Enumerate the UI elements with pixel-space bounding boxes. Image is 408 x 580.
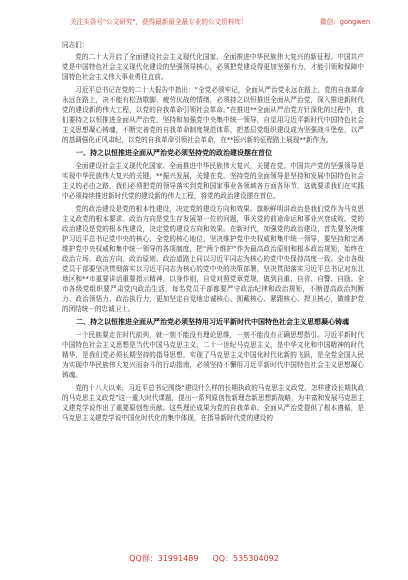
section-1-heading: 一、持之以恒推进全面从严治党必须坚持党的政治建设摆在首位 bbox=[76, 149, 272, 157]
banner-promo-text: 关注头条号"公文研究"，获得最新最全最专业的公文资料库！ bbox=[70, 18, 248, 26]
section-1-paragraph-1: 全面建设社会主义现代化国家、全面推进中华民族伟大复兴，关键在党。中国共产党的坚强领导是实现中华民族伟大复兴的关键，**振兴发展，关键在党。坚持党的全面领导是坚持和发展中国特色社会主义的必由之路，我们必须把党的领导落实到党和国家事业各领域各方面各环节，这就要求我们在实践中必须持续推进新时代党的建设新的伟大工程，将党的政治建设摆在首位。 bbox=[62, 162, 364, 200]
header-banner bbox=[70, 18, 370, 27]
banner-wechat-text: 微信：gongwen bbox=[320, 18, 370, 26]
section-1-paragraph-2: 党的政治建设是党的根本性建设，决定党的建设方向和效果。旗帜鲜明讲政治是我们党作为马克思主义政党的根本要求。政治方向是党生存发展第一位的问题，事关党的前途命运和事业兴衰成败。党的政治建设是党的根本性建设，决定党的建设方向和效果。在新时代，加强党的政治建设，首先要坚决维护习近平总书记党中央的核心、全党的核心地位，坚决维护党中央权威和集中统一领导，要坚持和完善维护党中央权威和集中统一领导的各项制度，把“两个维护”作为最高政治原则和根本政治规矩，始终在政治立场、政治方向、政治原则、政治道路上同以习近平同志为核心的党中央保持高度一致。全市各级党员干部要坚决贯彻落实以习近平同志为核心的党中央的决策部署，坚决贯彻落实习近平总书记对东北地区和**市重要讲话重要指示精神，以身作则，自觉对照党章党规，做到自重、自省、自警、自励。全市各级党组织要严肃党内政治生活，每名党员干部都要严守政治纪律和政治规矩，不断提高政治判断力、政治领悟力、政治执行力，更加坚定自觉地忠诚核心、拥戴核心、紧跟核心、捍卫核心，做维护党的团结统一的忠诚卫士。 bbox=[62, 205, 364, 313]
footer-qq-number: QQ：535304092 bbox=[212, 554, 279, 563]
section-2-heading: 二、持之以恒推进全面从严治党必须坚持用习近平新时代中国特色社会主义思想凝心铸魂 bbox=[76, 318, 349, 326]
section-2-paragraph-1: 一个民族要走在时代前列，就一刻不能没有理论思维，一刻不能没有正确思想指引。习近平新时代中国特色社会主义思想是当代中国马克思主义、二十一世纪马克思主义，是中华文化和中国精神的时代精华，是我们党必须长期坚持的指导思想，实现了马克思主义中国化时代化新的飞跃，是全党全国人民为实现中华民族伟大复兴而奋斗的行动指南，必须坚持不懈用习近平新时代中国特色社会主义思想凝心铸魂。 bbox=[62, 331, 364, 379]
intro-paragraph-2: 习近平总书记在党的二十大报告中指出：“全党必须牢记，全面从严治党永远在路上，党的自我革命永远在路上，决不能有松劲歇脚、疲劳厌战的情绪，必须持之以恒推进全面从严治党，深入推进新时代党的建设新的伟大工程，以党的自我革命引领社会革命。”在推进**全面从严治党方针深化的过程中，我们要持之以恒推进全面从严治党，坚持和加强党中央集中统一领导，自觉用习近平新时代中国特色社会主义思想凝心铸魂，不断完善党的自我革命制度规范体系，把基层党组织建设成为坚强战斗堡垒，以严的基调强化正风肃纪，以党的自我革命引领社会革命，在**振兴新的征程路上展现**新作为。 bbox=[62, 86, 364, 144]
footer-contact bbox=[0, 553, 408, 565]
section-2-paragraph-2: 党的十八大以来，习近平总书记围绕“建设什么样的长期执政的马克思主义政党、怎样建设长期执政的马克思主义政党”这一重大时代课题，提出一系列原创性新理念新思想新战略，为丰富和发展马克思主义建党学说作出了重要原创性贡献。这些理论成果为党的自我革命、全面从严治党提供了根本遵循，是马克思主义建党学说中国化时代化的集中体现，在指导新时代党的建设的 bbox=[62, 384, 364, 422]
intro-paragraph-1: 党的二十大开启了全面建设社会主义现代化国家、全面推进中华民族伟大复兴的新征程。中国共产党是中国特色社会主义现代化建设的坚强领导核心，必须把党建设得更加坚强有力，才能引领和保障中国特色社会主义伟大事业勇往直前。 bbox=[62, 53, 364, 81]
greeting: 同志们： bbox=[62, 41, 89, 49]
footer-qq-group: QQ群：31991489 bbox=[129, 554, 199, 563]
document-body bbox=[62, 40, 364, 426]
